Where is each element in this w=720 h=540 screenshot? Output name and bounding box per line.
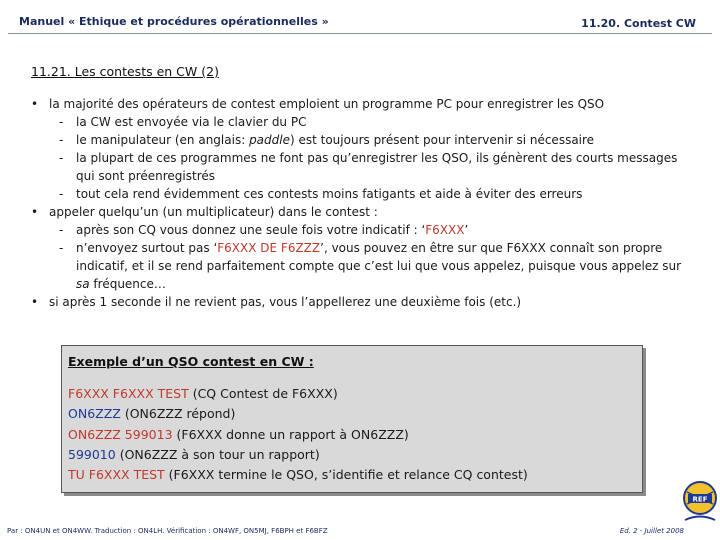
example-line-end: [68, 467, 528, 482]
header-divider: [8, 33, 712, 34]
sub-bullet-text: ) est toujours présent pour intervenir si nécessaire: [289, 133, 595, 147]
example-qso-box: [61, 345, 643, 493]
example-note: (CQ Contest de F6XXX): [188, 386, 338, 401]
sub-bullet-programs: [31, 149, 697, 185]
sub-bullet-text: fréquence…: [89, 277, 166, 291]
bullet-text: appeler quelqu’un (un multiplicateur) dans le contest :: [49, 205, 378, 219]
sub-bullet-text: tout cela rend évidemment ces contests moins fatigants et aide à éviter des erreurs: [76, 187, 583, 201]
example-line-answer: [68, 406, 235, 421]
page-title: 11.21. Les contests en CW (2): [31, 64, 219, 79]
sub-bullet-text: ’: [464, 223, 469, 237]
footer-edition: Ed. 2 - Juillet 2008: [619, 527, 684, 535]
example-code: ON6ZZZ 599013: [68, 427, 173, 442]
sub-bullet-emphasis: sa: [76, 277, 90, 291]
example-note: (ON6ZZZ à son tour un rapport): [115, 447, 320, 462]
bullet-text: la majorité des opérateurs de contest emploient un programme PC pour enregistrer les QSO: [49, 97, 605, 111]
footer-credits: Par : ON4UN et ON4WW. Traduction : ON4LH. Vérification : ON4WF, ON5MJ, F6BPH et F6BFZ: [7, 527, 328, 535]
example-line-report: [68, 427, 409, 442]
sub-bullet-do-not-send: [31, 239, 697, 293]
example-note: (F6XXX termine le QSO, s’identifie et relance CQ contest): [164, 467, 528, 482]
sub-bullet-paddle: [31, 131, 697, 149]
bullet-call-someone: [31, 203, 697, 221]
example-code: ON6ZZZ: [68, 406, 121, 421]
bullet-second-call: [31, 293, 697, 311]
example-note: (ON6ZZZ répond): [120, 406, 236, 421]
bullet-text: si après 1 seconde il ne revient pas, vous l’appellerez une deuxième fois (etc.): [49, 295, 522, 309]
sub-bullet-give-call-once: [31, 221, 697, 239]
header-section-number: 11.20. Contest CW: [581, 17, 696, 30]
header-manual-title: Manuel « Ethique et procédures opérationnelles »: [19, 15, 329, 28]
sub-bullet-text: n’envoyez surtout pas ‘: [76, 241, 218, 255]
example-code: TU F6XXX TEST: [68, 467, 165, 482]
sub-bullet-keyboard: [31, 113, 697, 131]
sub-bullet-text: le manipulateur (en anglais:: [76, 133, 250, 147]
ref-logo: [681, 480, 719, 524]
sub-bullet-text: après son CQ vous donnez une seule fois votre indicatif : ‘: [76, 223, 426, 237]
logo-text: REF: [692, 495, 708, 504]
callsign-highlight: F6XXX: [425, 223, 465, 237]
example-code: F6XXX F6XXX TEST: [68, 386, 189, 401]
callsign-highlight: F6XXX DE F6ZZZ: [217, 241, 321, 255]
example-note: (F6XXX donne un rapport à ON6ZZZ): [172, 427, 409, 442]
sub-bullet-text: la plupart de ces programmes ne font pas qu’enregistrer les QSO, ils génèrent des courts messages qui sont préenregistrés: [76, 151, 678, 183]
example-title: Exemple d’un QSO contest en CW :: [68, 354, 314, 369]
example-line-report-back: [68, 447, 320, 462]
example-code: 599010: [68, 447, 116, 462]
sub-bullet-less-tiring: [31, 185, 697, 203]
body-content: [31, 95, 697, 311]
sub-bullet-text: ’, vous pouvez en être sur que F6XXX connaît son propre indicatif, et il se rend parfaitement compte que c’est lui que vous appelez, puisque vous appelez sur: [76, 241, 682, 273]
sub-bullet-emphasis: paddle: [249, 133, 290, 147]
sub-bullet-text: la CW est envoyée via le clavier du PC: [76, 115, 307, 129]
example-line-cq: [68, 386, 338, 401]
bullet-pc-program: [31, 95, 697, 113]
